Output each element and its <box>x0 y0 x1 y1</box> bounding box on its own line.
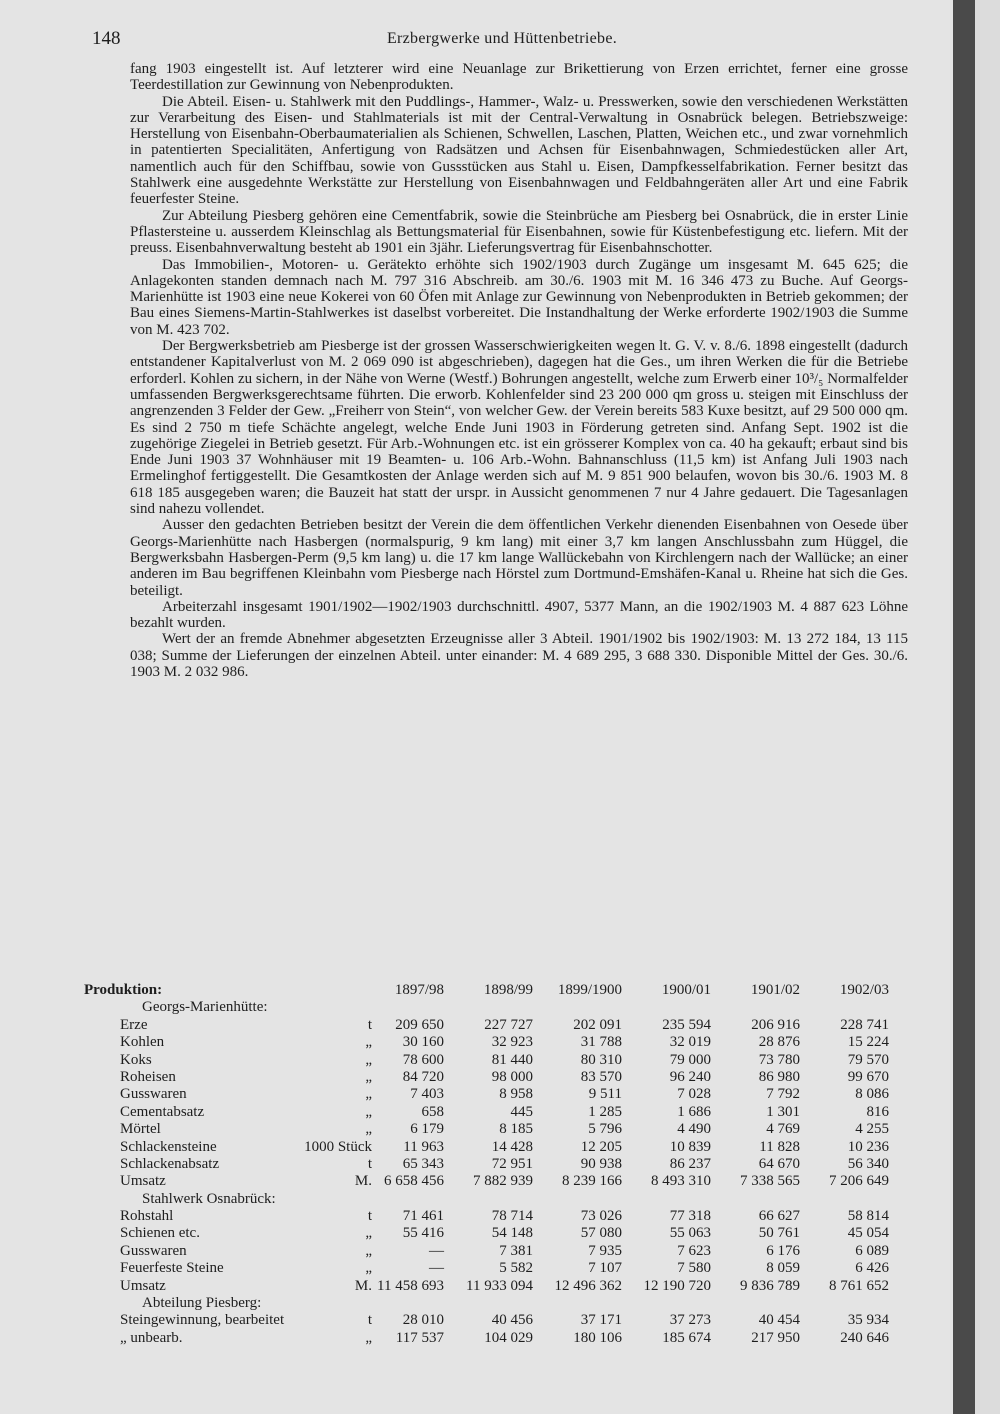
section-title: Stahlwerk Osnabrück: <box>142 1190 276 1207</box>
row-unit: „ <box>365 1225 372 1242</box>
table-cell: 65 343 <box>402 1155 444 1172</box>
row-label-cell <box>84 1260 374 1277</box>
row-label: Umsatz <box>120 1173 166 1190</box>
paragraph: Das Immobilien-, Motoren- u. Gerätekto erhöhte sich 1902/1903 durch Zugänge um insgesamt M. 645 625; die Anlagekonten standen demnach nach M. 797 316 Abschreib. am 30./6. 1903 mit M. 16 346 473 zu Buche. Auf Georgs-Marienhütte ist 1903 eine neue Kokerei von 60 Öfen mit Anlage zur Gewinnung von Nebenprodukten in Betrieb gekommen; der Bau eines Siemens-Martin-Stahlwerkes ist daselbst vorbereitet. Die Instandhaltung der Werke erforderte 1902/1903 die Summe von M. 423 702. <box>130 256 908 338</box>
table-cell: 66 627 <box>758 1208 800 1225</box>
table-row <box>84 1034 908 1051</box>
table-cell: 72 951 <box>491 1155 533 1172</box>
row-unit: 1000 Stück <box>304 1138 372 1155</box>
row-label-cell <box>84 1312 374 1329</box>
table-cell: 7 338 565 <box>740 1173 800 1190</box>
row-label-cell <box>84 1121 374 1138</box>
row-label-cell <box>84 1225 374 1242</box>
table-cell: 73 026 <box>580 1208 622 1225</box>
row-label: „ unbearb. <box>120 1329 183 1346</box>
table-cell: 445 <box>510 1103 533 1120</box>
section-label-cell <box>84 1191 374 1208</box>
table-cell: 45 054 <box>847 1225 889 1242</box>
paragraph: Ausser den gedachten Betrieben besitzt der Verein die dem öffentlichen Verkehr dienenden Eisenbahnen von Oesede über Georgs-Marienhütte nach Hasbergen (normalspurig, 9 km lang) mit einer 3,7 km langen Anschlussbahn zum Hüggel, die Bergwerksbahn Hasbergen-Perm (9,5 km lang) u. die 17 km lange Wallückebahn von Kirchlengern nach der Wallücke; an einer anderen im Bau begriffenen Kleinbahn vom Piesberge nach Hörstel zum Dortmund-Emshäfen-Kanal u. Rheine hat sich die Ges. beteiligt. <box>130 517 908 599</box>
table-row <box>84 1260 908 1277</box>
row-label: Rohstahl <box>120 1208 174 1225</box>
table-cell: 81 440 <box>491 1051 533 1068</box>
row-label-cell <box>84 1208 374 1225</box>
table-cell: 8 239 166 <box>562 1173 622 1190</box>
row-label: Roheisen <box>120 1068 176 1085</box>
table-cell: 12 205 <box>580 1138 622 1155</box>
table-cell: 14 428 <box>491 1138 533 1155</box>
table-row <box>84 1156 908 1173</box>
row-label: Mörtel <box>120 1121 161 1138</box>
table-cell: 35 934 <box>847 1312 889 1329</box>
section-label-cell <box>84 999 374 1016</box>
table-cell: 96 240 <box>669 1068 711 1085</box>
section-row <box>84 999 908 1016</box>
table-cell: 10 236 <box>847 1138 889 1155</box>
table-cell: 71 461 <box>402 1208 444 1225</box>
table-cell: 32 923 <box>491 1034 533 1051</box>
table-cell: 64 670 <box>758 1155 800 1172</box>
table-row <box>84 1278 908 1295</box>
column-header: 1897/98 <box>394 982 444 998</box>
table-cell: 10 839 <box>669 1138 711 1155</box>
table-cell: 83 570 <box>580 1068 622 1085</box>
table-cell: 54 148 <box>491 1225 533 1242</box>
table-cell: — <box>429 1260 444 1277</box>
table-cell: 227 727 <box>484 1016 533 1033</box>
table-cell: 56 340 <box>847 1155 889 1172</box>
table-cell: 31 788 <box>580 1034 622 1051</box>
table-cell: 11 933 094 <box>466 1277 533 1294</box>
column-header: 1901/02 <box>750 982 800 998</box>
table-cell: 209 650 <box>395 1016 444 1033</box>
table-cell: 185 674 <box>662 1329 711 1346</box>
section-title: Abteilung Piesberg: <box>142 1295 262 1312</box>
row-label: Schlackensteine <box>120 1138 217 1155</box>
row-unit: M. <box>354 1173 372 1190</box>
body-text <box>130 61 908 680</box>
row-unit: „ <box>365 1121 372 1138</box>
table-row <box>84 1069 908 1086</box>
row-label-cell <box>84 1173 374 1190</box>
row-label-cell <box>84 1243 374 1260</box>
row-unit: „ <box>365 1086 372 1103</box>
table-cell: 84 720 <box>402 1068 444 1085</box>
row-label-cell <box>84 1139 374 1156</box>
table-cell: 7 403 <box>410 1086 444 1103</box>
table-cell: 99 670 <box>847 1068 889 1085</box>
table-row <box>84 1121 908 1138</box>
table-cell: 5 796 <box>588 1121 622 1138</box>
table-cell: 7 792 <box>766 1086 800 1103</box>
table-cell: 55 416 <box>402 1225 444 1242</box>
row-unit: „ <box>365 1260 372 1277</box>
table-cell: 9 511 <box>588 1086 622 1103</box>
paragraph: Der Bergwerksbetrieb am Piesberge ist der grossen Wasserschwierigkeiten wegen lt. G. V. v. 8./6. 1898 eingestellt (dadurch entstandener Kapitalverlust von M. 2 069 090 ist abgeschrieben), dagegen hat die Ges., um ihren Werken die für die Betriebe erforderl. Kohlen zu sichern, in der Nähe von Werne (Westf.) Bohrungen angestellt, welche zum Erwerb einer 10³/₅ Normalfelder umfassenden Bergwerksgerechtsame führten. Die erworb. Kohlenfelder sind 23 200 000 qm gross u. steigen mit Einschluss der angrenzenden 3 Felder der Gew. „Freiherr von Stein“, von welcher Gew. der Verein bereits 583 Kuxe besitzt, auf 29 500 000 qm. Es sind 2 750 m tiefe Schächte angelegt, welche Ende Juni 1903 in Förderung getreten sind. Anfang Sept. 1902 ist die zugehörige Ziegelei in Betrieb gesetzt. Für Arb.-Wohnungen etc. ist ein grösserer Komplex von ca. 40 ha gekauft; erbaut sind bis Ende Juni 1903 37 Wohnhäuser mit 19 Beamten- u. 106 Arb.-Wohn. Bahnanschluss (11,5 km) ist Anfang Juli 1903 nach Ermelinghof fertiggestellt. Die Gesamtkosten der Anlage werden sich auf M. 9 851 900 belaufen, wovon bis 30./6. 1903 M. 8 618 185 ausgegeben waren; die Bauzeit hat statt der urspr. in Aussicht genommenen 7 nur 4 Jahre gedauert. Die Tagesanlagen sind nahezu vollendet. <box>130 338 908 518</box>
row-label: Cementabsatz <box>120 1103 205 1120</box>
table-cell: — <box>429 1242 444 1259</box>
table-row <box>84 1173 908 1190</box>
section-title: Georgs-Marienhütte: <box>142 999 268 1016</box>
table-cell: 78 714 <box>491 1208 533 1225</box>
table-cell: 7 935 <box>588 1242 622 1259</box>
table-row <box>84 1052 908 1069</box>
table-cell: 206 916 <box>751 1016 800 1033</box>
row-label-cell <box>84 1104 374 1121</box>
page-header <box>92 28 912 52</box>
table-cell: 4 769 <box>766 1121 800 1138</box>
row-unit: „ <box>365 1103 372 1120</box>
table-row <box>84 1330 908 1347</box>
row-unit: t <box>367 1016 372 1033</box>
table-cell: 7 882 939 <box>473 1173 533 1190</box>
table-cell: 6 179 <box>410 1121 444 1138</box>
row-label-cell <box>84 1034 374 1051</box>
column-header: 1899/1900 <box>557 982 622 998</box>
table-cell: 7 107 <box>588 1260 622 1277</box>
table-cell: 8 493 310 <box>651 1173 711 1190</box>
table-cell: 58 814 <box>847 1208 889 1225</box>
table-cell: 6 089 <box>855 1242 889 1259</box>
table-cell: 7 381 <box>499 1242 533 1259</box>
table-title: Produktion: <box>84 982 163 998</box>
row-unit: t <box>367 1208 372 1225</box>
table-cell: 235 594 <box>662 1016 711 1033</box>
row-label: Schlackenabsatz <box>120 1155 220 1172</box>
running-title: Erzbergwerke und Hüttenbetriebe. <box>386 30 618 47</box>
table-cell: 11 963 <box>403 1138 444 1155</box>
table-cell: 50 761 <box>758 1225 800 1242</box>
row-label: Umsatz <box>120 1277 166 1294</box>
table-cell: 202 091 <box>573 1016 622 1033</box>
table-cell: 6 426 <box>855 1260 889 1277</box>
table-cell: 77 318 <box>669 1208 711 1225</box>
table-cell: 40 454 <box>758 1312 800 1329</box>
table-cell: 37 171 <box>580 1312 622 1329</box>
table-row <box>84 1086 908 1103</box>
table-cell: 8 086 <box>855 1086 889 1103</box>
table-cell: 104 029 <box>484 1329 533 1346</box>
table-cell: 32 019 <box>669 1034 711 1051</box>
table-cell: 240 646 <box>840 1329 889 1346</box>
table-cell: 30 160 <box>402 1034 444 1051</box>
row-unit: M. <box>354 1277 372 1294</box>
column-header: 1898/99 <box>483 982 533 998</box>
row-label: Feuerfeste Steine <box>120 1260 224 1277</box>
table-cell: 98 000 <box>491 1068 533 1085</box>
table-row <box>84 1225 908 1242</box>
table-cell: 12 190 720 <box>643 1277 711 1294</box>
table-row <box>84 1139 908 1156</box>
table-cell: 117 537 <box>395 1329 444 1346</box>
row-label: Steingewinnung, bearbeitet <box>120 1312 285 1329</box>
table-cell: 217 950 <box>751 1329 800 1346</box>
row-label: Erze <box>120 1016 148 1033</box>
table-cell: 7 580 <box>677 1260 711 1277</box>
table-cell: 1 301 <box>766 1103 800 1120</box>
table-cell: 80 310 <box>580 1051 622 1068</box>
table-cell: 55 063 <box>669 1225 711 1242</box>
table-cell: 658 <box>421 1103 444 1120</box>
table-cell: 7 206 649 <box>829 1173 889 1190</box>
table-row <box>84 1017 908 1034</box>
column-header: 1900/01 <box>661 982 711 998</box>
table-cell: 1 686 <box>677 1103 711 1120</box>
table-cell: 86 980 <box>758 1068 800 1085</box>
row-label: Gusswaren <box>120 1086 187 1103</box>
table-cell: 7 028 <box>677 1086 711 1103</box>
table-cell: 40 456 <box>491 1312 533 1329</box>
table-cell: 86 237 <box>669 1155 711 1172</box>
table-cell: 4 255 <box>855 1121 889 1138</box>
row-unit: „ <box>365 1242 372 1259</box>
table-cell: 8 761 652 <box>829 1277 889 1294</box>
table-cell: 90 938 <box>580 1155 622 1172</box>
table-cell: 78 600 <box>402 1051 444 1068</box>
row-label-cell <box>84 1156 374 1173</box>
row-label: Gusswaren <box>120 1242 187 1259</box>
table-cell: 6 658 456 <box>384 1173 444 1190</box>
table-cell: 6 176 <box>766 1242 800 1259</box>
row-label-cell <box>84 1086 374 1103</box>
row-label-cell <box>84 1052 374 1069</box>
paragraph: Arbeiterzahl insgesamt 1901/1902—1902/1903 durchschnittl. 4907, 5377 Mann, an die 1902/1903 M. 4 887 623 Löhne bezahlt wurden. <box>130 598 908 632</box>
production-table <box>84 982 908 1347</box>
row-unit: t <box>367 1155 372 1172</box>
row-label-cell <box>84 1330 374 1347</box>
row-label-cell <box>84 1278 374 1295</box>
table-cell: 37 273 <box>669 1312 711 1329</box>
table-cell: 11 458 693 <box>377 1277 444 1294</box>
row-unit: „ <box>365 1034 372 1051</box>
table-cell: 28 010 <box>402 1312 444 1329</box>
table-cell: 9 836 789 <box>740 1277 800 1294</box>
page-margin-right <box>975 0 1000 1414</box>
row-unit: „ <box>365 1051 372 1068</box>
table-cell: 816 <box>866 1103 889 1120</box>
table-cell: 4 490 <box>677 1121 711 1138</box>
column-header: 1902/03 <box>839 982 889 998</box>
table-cell: 5 582 <box>499 1260 533 1277</box>
table-row <box>84 1104 908 1121</box>
table-cell: 180 106 <box>573 1329 622 1346</box>
paragraph: Wert der an fremde Abnehmer abgesetzten Erzeugnisse aller 3 Abteil. 1901/1902 bis 1902/1903: M. 13 272 184, 13 115 038; Summe der Lieferungen der einzelnen Abteil. unter einander: M. 4 689 295, 3 688 330. Disponible Mittel der Ges. 30./6. 1903 M. 2 032 986. <box>130 631 908 680</box>
page-number: 148 <box>92 28 121 49</box>
table-cell: 11 828 <box>759 1138 800 1155</box>
row-unit: „ <box>365 1329 372 1346</box>
row-label: Schienen etc. <box>120 1225 200 1242</box>
row-label: Koks <box>120 1051 152 1068</box>
page-edge-shadow <box>953 0 975 1414</box>
table-cell: 7 623 <box>677 1242 711 1259</box>
paragraph: Die Abteil. Eisen- u. Stahlwerk mit den Puddlings-, Hammer-, Walz- u. Presswerken, sowie den verschiedenen Werkstätten zur Verarbeitung des Eisen- und Stahlmaterials ist mit der Central-Verwaltung in Osnabrück belegen. Betriebszweige: Herstellung von Eisenbahn-Oberbaumaterialien als Schienen, Schwellen, Laschen, Platten, Weichen etc., und zwar vornehmlich in patentierten Specialitäten, Anfertigung von Radsätzen und Achsen für Eisenbahnwagen, Schmiedestücken aller Art, namentlich auch für den Schiffbau, sowie von Gussstücken aus Stahl u. Eisen, Dampfkesselfabrikation. Ferner besitzt das Stahlwerk eine ausgedehnte Werkstätte zur Herstellung von Eisenbahnwagen und Feldbahngeräten aller Art und eine Fabrik feuerfester Steine. <box>130 93 908 208</box>
paragraph: fang 1903 eingestellt ist. Auf letzterer wird eine Neuanlage zur Brikettierung von Erzen errichtet, ferner eine grosse Teerdestillation zur Gewinnung von Nebenprodukten. <box>130 61 908 94</box>
table-title-cell <box>84 982 374 999</box>
table-cell: 79 570 <box>847 1051 889 1068</box>
table-row <box>84 1312 908 1329</box>
table-cell: 28 876 <box>758 1034 800 1051</box>
table-cell: 1 285 <box>588 1103 622 1120</box>
paragraph: Zur Abteilung Piesberg gehören eine Cementfabrik, sowie die Steinbrüche am Piesberg bei Osnabrück, die in erster Linie Pflastersteine u. ausserdem Kleinschlag als Bettungsmaterial für Eisenbahnen, sowie für Küstenbefestigung etc. liefern. Mit der preuss. Eisenbahnverwaltung besteht ab 1901 ein 3jähr. Lieferungsvertrag für Eisenbahnschotter. <box>130 207 908 257</box>
row-unit: t <box>367 1312 372 1329</box>
table-row <box>84 1243 908 1260</box>
table-cell: 8 059 <box>766 1260 800 1277</box>
row-label-cell <box>84 1069 374 1086</box>
section-row <box>84 1191 908 1208</box>
table-cell: 12 496 362 <box>554 1277 622 1294</box>
table-cell: 8 185 <box>499 1121 533 1138</box>
table-cell: 15 224 <box>847 1034 889 1051</box>
row-unit: „ <box>365 1068 372 1085</box>
table-cell: 73 780 <box>758 1051 800 1068</box>
table-cell: 8 958 <box>499 1086 533 1103</box>
table-cell: 79 000 <box>669 1051 711 1068</box>
row-label-cell <box>84 1017 374 1034</box>
table-cell: 228 741 <box>840 1016 889 1033</box>
row-label: Kohlen <box>120 1034 165 1051</box>
table-cell: 57 080 <box>580 1225 622 1242</box>
section-row <box>84 1295 908 1312</box>
table-row <box>84 1208 908 1225</box>
section-label-cell <box>84 1295 374 1312</box>
table-header-row <box>84 982 908 999</box>
